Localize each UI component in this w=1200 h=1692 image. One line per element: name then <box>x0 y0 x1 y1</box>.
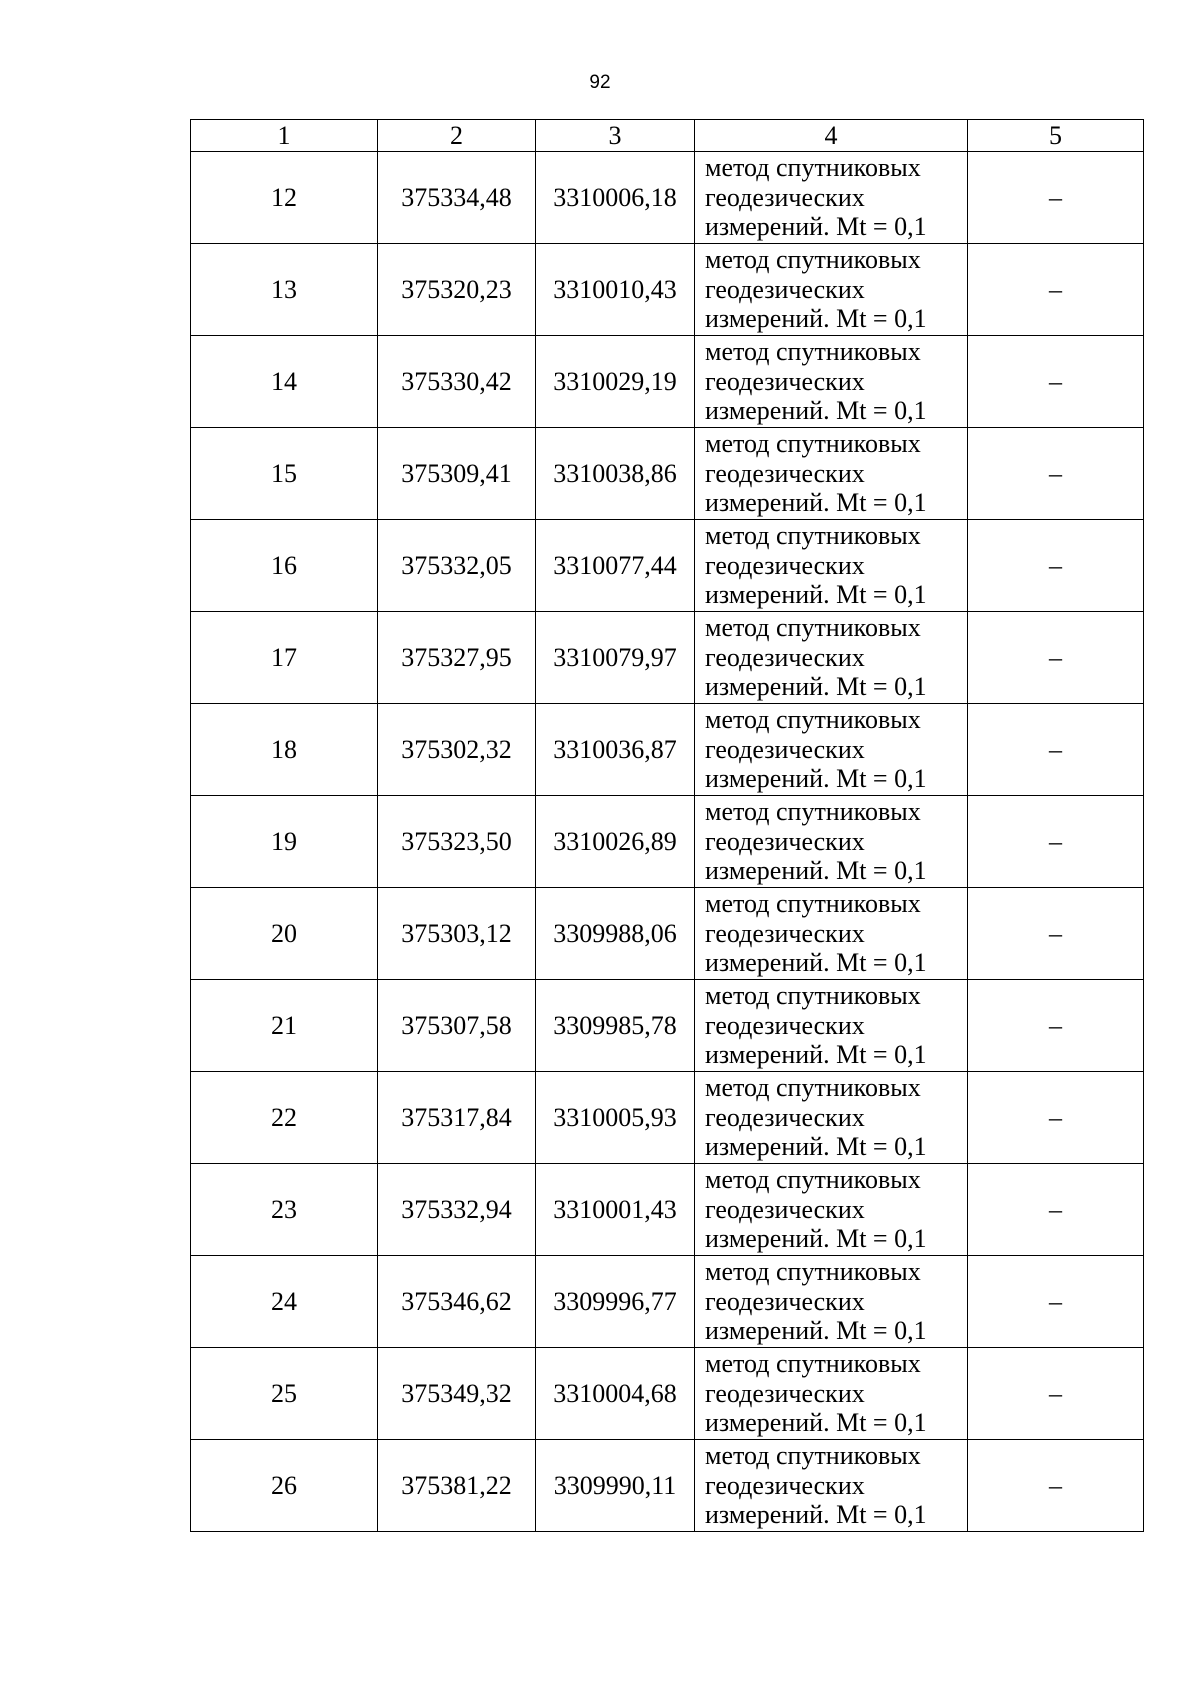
y-coordinate-cell: 3310038,86 <box>536 428 695 520</box>
method-cell <box>695 888 968 980</box>
table-row <box>191 1348 1144 1440</box>
y-coordinate-cell: 3310026,89 <box>536 796 695 888</box>
y-coordinate-cell: 3310079,97 <box>536 612 695 704</box>
method-line: измерений. Mt = 0,1 <box>705 580 927 610</box>
method-cell <box>695 796 968 888</box>
y-coordinate-cell: 3310005,93 <box>536 1072 695 1164</box>
note-cell: – <box>968 244 1144 336</box>
note-cell: – <box>968 1440 1144 1532</box>
method-line: геодезических <box>705 182 865 212</box>
x-coordinate-cell: 375327,95 <box>378 612 536 704</box>
x-coordinate-cell: 375303,12 <box>378 888 536 980</box>
method-line: измерений. Mt = 0,1 <box>705 764 927 794</box>
method-line: измерений. Mt = 0,1 <box>705 212 927 242</box>
note-cell: – <box>968 336 1144 428</box>
column-header-3: 3 <box>536 120 695 152</box>
method-line: метод спутниковых <box>705 1073 921 1103</box>
method-line: измерений. Mt = 0,1 <box>705 396 927 426</box>
y-coordinate-cell: 3310001,43 <box>536 1164 695 1256</box>
method-line: измерений. Mt = 0,1 <box>705 672 927 702</box>
table-row <box>191 428 1144 520</box>
point-number-cell: 18 <box>191 704 378 796</box>
x-coordinate-cell: 375332,05 <box>378 520 536 612</box>
method-cell <box>695 612 968 704</box>
table-row <box>191 1440 1144 1532</box>
table-row <box>191 888 1144 980</box>
method-line: метод спутниковых <box>705 337 921 367</box>
method-line: геодезических <box>705 458 865 488</box>
note-cell: – <box>968 1256 1144 1348</box>
method-line: метод спутниковых <box>705 981 921 1011</box>
point-number-cell: 26 <box>191 1440 378 1532</box>
x-coordinate-cell: 375332,94 <box>378 1164 536 1256</box>
method-line: геодезических <box>705 1378 865 1408</box>
note-cell: – <box>968 1348 1144 1440</box>
method-line: измерений. Mt = 0,1 <box>705 1132 927 1162</box>
header-row <box>191 120 1144 152</box>
method-cell <box>695 1348 968 1440</box>
column-header-4: 4 <box>695 120 968 152</box>
method-line: метод спутниковых <box>705 1165 921 1195</box>
method-line: геодезических <box>705 1286 865 1316</box>
note-cell: – <box>968 612 1144 704</box>
x-coordinate-cell: 375330,42 <box>378 336 536 428</box>
method-line: метод спутниковых <box>705 153 921 183</box>
method-line: геодезических <box>705 1102 865 1132</box>
method-line: метод спутниковых <box>705 705 921 735</box>
note-cell: – <box>968 152 1144 244</box>
y-coordinate-cell: 3310029,19 <box>536 336 695 428</box>
method-cell <box>695 152 968 244</box>
y-coordinate-cell: 3309996,77 <box>536 1256 695 1348</box>
method-cell <box>695 1256 968 1348</box>
point-number-cell: 21 <box>191 980 378 1072</box>
table-body <box>191 152 1144 1532</box>
table-row <box>191 704 1144 796</box>
method-line: геодезических <box>705 1470 865 1500</box>
table-row <box>191 244 1144 336</box>
x-coordinate-cell: 375346,62 <box>378 1256 536 1348</box>
method-cell <box>695 244 968 336</box>
column-header-1: 1 <box>191 120 378 152</box>
method-line: метод спутниковых <box>705 521 921 551</box>
table-row <box>191 1164 1144 1256</box>
method-cell <box>695 704 968 796</box>
method-line: измерений. Mt = 0,1 <box>705 1040 927 1070</box>
method-line: геодезических <box>705 366 865 396</box>
y-coordinate-cell: 3309985,78 <box>536 980 695 1072</box>
method-cell <box>695 520 968 612</box>
x-coordinate-cell: 375309,41 <box>378 428 536 520</box>
y-coordinate-cell: 3309990,11 <box>536 1440 695 1532</box>
point-number-cell: 15 <box>191 428 378 520</box>
note-cell: – <box>968 888 1144 980</box>
x-coordinate-cell: 375307,58 <box>378 980 536 1072</box>
method-line: измерений. Mt = 0,1 <box>705 1316 927 1346</box>
point-number-cell: 13 <box>191 244 378 336</box>
method-line: измерений. Mt = 0,1 <box>705 488 927 518</box>
page-number: 92 <box>589 72 611 93</box>
point-number-cell: 12 <box>191 152 378 244</box>
method-line: метод спутниковых <box>705 1441 921 1471</box>
y-coordinate-cell: 3310004,68 <box>536 1348 695 1440</box>
method-line: геодезических <box>705 642 865 672</box>
column-header-2: 2 <box>378 120 536 152</box>
method-line: измерений. Mt = 0,1 <box>705 1408 927 1438</box>
method-cell <box>695 336 968 428</box>
note-cell: – <box>968 980 1144 1072</box>
x-coordinate-cell: 375323,50 <box>378 796 536 888</box>
x-coordinate-cell: 375317,84 <box>378 1072 536 1164</box>
x-coordinate-cell: 375349,32 <box>378 1348 536 1440</box>
method-line: геодезических <box>705 918 865 948</box>
method-line: геодезических <box>705 1010 865 1040</box>
point-number-cell: 17 <box>191 612 378 704</box>
method-line: геодезических <box>705 1194 865 1224</box>
method-line: измерений. Mt = 0,1 <box>705 304 927 334</box>
method-line: геодезических <box>705 734 865 764</box>
method-line: метод спутниковых <box>705 797 921 827</box>
method-line: геодезических <box>705 274 865 304</box>
method-line: метод спутниковых <box>705 613 921 643</box>
coordinates-table <box>190 119 1144 1532</box>
note-cell: – <box>968 796 1144 888</box>
y-coordinate-cell: 3310077,44 <box>536 520 695 612</box>
y-coordinate-cell: 3309988,06 <box>536 888 695 980</box>
table-row <box>191 520 1144 612</box>
method-line: измерений. Mt = 0,1 <box>705 856 927 886</box>
point-number-cell: 22 <box>191 1072 378 1164</box>
point-number-cell: 20 <box>191 888 378 980</box>
note-cell: – <box>968 520 1144 612</box>
method-line: измерений. Mt = 0,1 <box>705 1500 927 1530</box>
y-coordinate-cell: 3310006,18 <box>536 152 695 244</box>
column-header-5: 5 <box>968 120 1144 152</box>
note-cell: – <box>968 704 1144 796</box>
method-line: метод спутниковых <box>705 245 921 275</box>
note-cell: – <box>968 1164 1144 1256</box>
table-row <box>191 612 1144 704</box>
method-line: метод спутниковых <box>705 429 921 459</box>
table-row <box>191 980 1144 1072</box>
y-coordinate-cell: 3310010,43 <box>536 244 695 336</box>
method-cell <box>695 1440 968 1532</box>
method-line: метод спутниковых <box>705 1349 921 1379</box>
point-number-cell: 19 <box>191 796 378 888</box>
note-cell: – <box>968 428 1144 520</box>
method-line: измерений. Mt = 0,1 <box>705 948 927 978</box>
point-number-cell: 16 <box>191 520 378 612</box>
method-cell <box>695 980 968 1072</box>
table-row <box>191 796 1144 888</box>
method-line: метод спутниковых <box>705 1257 921 1287</box>
method-cell <box>695 1164 968 1256</box>
table-row <box>191 152 1144 244</box>
method-line: метод спутниковых <box>705 889 921 919</box>
table-row <box>191 1072 1144 1164</box>
y-coordinate-cell: 3310036,87 <box>536 704 695 796</box>
table-row <box>191 336 1144 428</box>
point-number-cell: 24 <box>191 1256 378 1348</box>
point-number-cell: 25 <box>191 1348 378 1440</box>
x-coordinate-cell: 375320,23 <box>378 244 536 336</box>
method-cell <box>695 428 968 520</box>
note-cell: – <box>968 1072 1144 1164</box>
point-number-cell: 14 <box>191 336 378 428</box>
x-coordinate-cell: 375334,48 <box>378 152 536 244</box>
method-line: измерений. Mt = 0,1 <box>705 1224 927 1254</box>
point-number-cell: 23 <box>191 1164 378 1256</box>
method-cell <box>695 1072 968 1164</box>
x-coordinate-cell: 375302,32 <box>378 704 536 796</box>
table-header <box>191 120 1144 152</box>
method-line: геодезических <box>705 550 865 580</box>
table-row <box>191 1256 1144 1348</box>
method-line: геодезических <box>705 826 865 856</box>
x-coordinate-cell: 375381,22 <box>378 1440 536 1532</box>
